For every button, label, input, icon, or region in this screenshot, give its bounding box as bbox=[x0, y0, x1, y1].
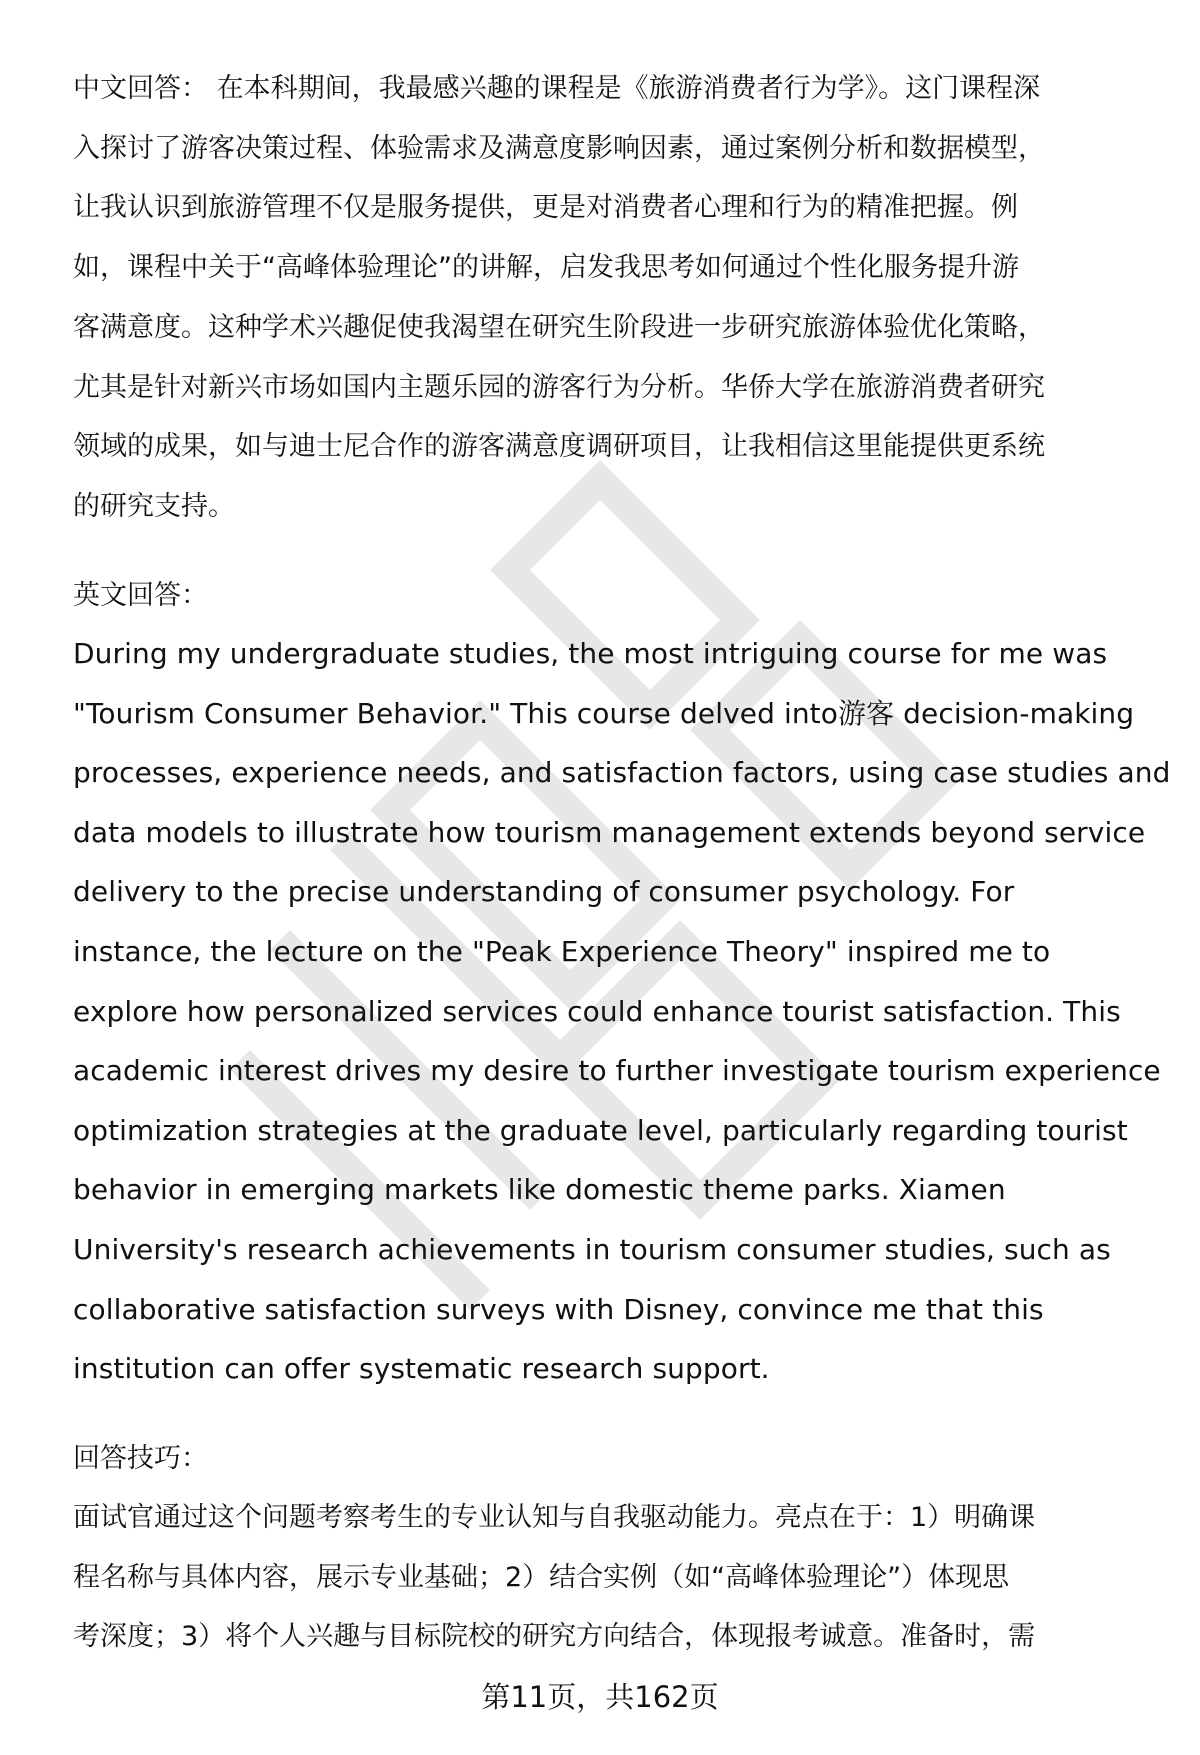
tips-line: 考深度；3）将个人兴趣与目标院校的研究方向结合，体现报考诚意。准备时，需 bbox=[73, 1621, 1036, 1653]
english-answer-line: optimization strategies at the graduate level, particularly regarding tourist bbox=[73, 1113, 1128, 1147]
chinese-answer-line: 客满意度。这种学术兴趣促使我渴望在研究生阶段进一步研究旅游体验优化策略， bbox=[73, 311, 1045, 343]
english-answer-line: "Tourism Consumer Behavior." This course delved into游客 decision-making bbox=[73, 696, 1135, 730]
chinese-answer-line: 如，课程中关于“高峰体验理论”的讲解，启发我思考如何通过个性化服务提升游 bbox=[73, 252, 1019, 284]
english-answer-line: academic interest drives my desire to further investigate tourism experience bbox=[73, 1054, 1161, 1088]
chinese-answer-line: 让我认识到旅游管理不仅是服务提供，更是对消费者心理和行为的精准把握。例 bbox=[73, 192, 1018, 224]
tips-heading: 回答技巧： bbox=[73, 1443, 208, 1474]
chinese-answer-line: 尤其是针对新兴市场如国内主题乐园的游客行为分析。华侨大学在旅游消费者研究 bbox=[73, 371, 1045, 403]
english-answer-line: behavior in emerging markets like domestic theme parks. Xiamen bbox=[73, 1173, 1006, 1207]
page-number: 第11页，共162页 bbox=[481, 1680, 719, 1714]
chinese-answer-line: 领域的成果，如与迪士尼合作的游客满意度调研项目，让我相信这里能提供更系统 bbox=[73, 431, 1045, 463]
english-answer-line: delivery to the precise understanding of consumer psychology. For bbox=[73, 875, 1015, 909]
chinese-answer-line: 中文回答： 在本科期间，我最感兴趣的课程是《旅游消费者行为学》。这门课程深 bbox=[73, 73, 1041, 104]
english-answer-line: data models to illustrate how tourism management extends beyond service bbox=[73, 815, 1146, 849]
english-answer-line: collaborative satisfaction surveys with Disney, convince me that this bbox=[73, 1292, 1044, 1326]
watermark-logo bbox=[180, 420, 1080, 1420]
english-answer-line: instance, the lecture on the "Peak Experience Theory" inspired me to bbox=[73, 935, 1051, 968]
chinese-answer-line: 入探讨了游客决策过程、体验需求及满意度影响因素，通过案例分析和数据模型， bbox=[73, 132, 1045, 164]
tips-line: 程名称与具体内容，展示专业基础；2）结合实例（如“高峰体验理论”）体现思 bbox=[73, 1561, 1010, 1593]
english-answer-line: explore how personalized services could enhance tourist satisfaction. This bbox=[73, 994, 1121, 1028]
english-answer-heading: 英文回答： bbox=[73, 580, 208, 611]
chinese-answer-line: 的研究支持。 bbox=[73, 490, 235, 522]
english-answer-line: University's research achievements in tourism consumer studies, such as bbox=[73, 1233, 1111, 1266]
tips-line: 面试官通过这个问题考察考生的专业认知与自我驱动能力。亮点在于：1）明确课 bbox=[73, 1502, 1036, 1533]
english-answer-line: institution can offer systematic research support. bbox=[73, 1352, 770, 1386]
english-answer-line: During my undergraduate studies, the most intriguing course for me was bbox=[73, 637, 1108, 670]
english-answer-line: processes, experience needs, and satisfaction factors, using case studies and bbox=[73, 756, 1171, 790]
